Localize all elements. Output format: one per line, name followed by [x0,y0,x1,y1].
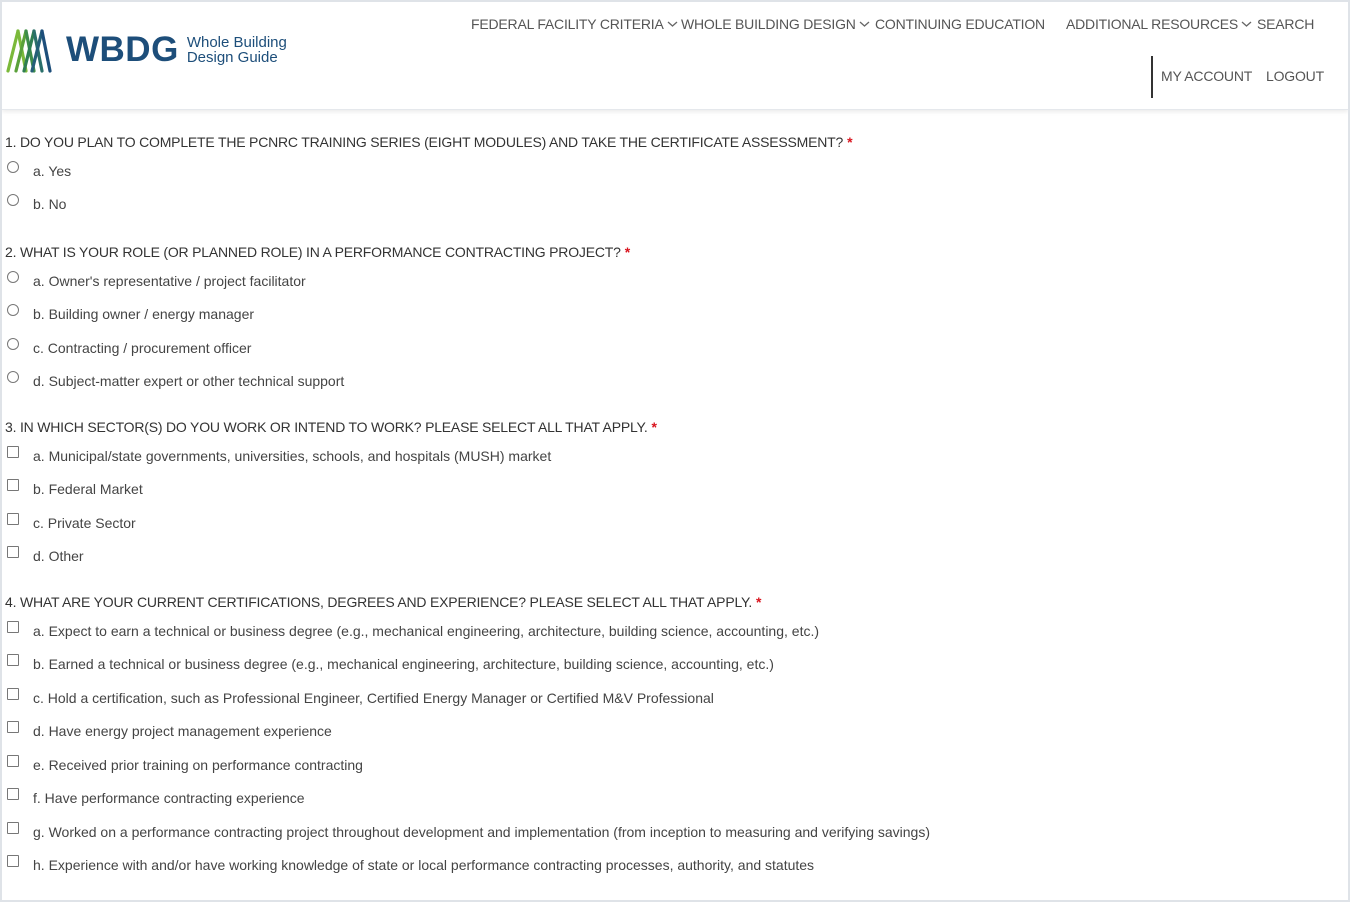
question-title: 3. IN WHICH SECTOR(S) DO YOU WORK OR INTEND TO WORK? PLEASE SELECT ALL THAT APPLY. * [5,419,657,435]
question-title: 1. DO YOU PLAN TO COMPLETE THE PCNRC TRAINING SERIES (EIGHT MODULES) AND TAKE THE CERTIFICATE ASSESSMENT? * [5,134,853,150]
question-title: 4. WHAT ARE YOUR CURRENT CERTIFICATIONS, DEGREES AND EXPERIENCE? PLEASE SELECT ALL THAT APPLY. * [5,594,762,610]
checkbox[interactable] [7,855,19,867]
logo-wordmark: WBDG [66,30,179,69]
question-4 [5,590,1345,890]
my-account-link[interactable]: MY ACCOUNT [1161,68,1253,84]
nav-label: FEDERAL FACILITY CRITERIA [471,16,664,32]
checkbox-option[interactable]: g. Worked on a performance contracting project throughout development and implementation (from inception to measuring and verifying savings) [5,815,1345,849]
nav-search[interactable] [1257,16,1314,32]
question-2 [5,240,1345,415]
radio-button[interactable] [7,371,19,383]
required-marker: * [756,594,762,610]
site-header [2,2,1348,110]
checkbox[interactable] [7,721,19,733]
required-marker: * [847,134,853,150]
chevron-down-icon [859,20,870,28]
checkbox-option[interactable]: f. Have performance contracting experience [5,782,1345,816]
logo-tagline-line2: Design Guide [186,49,278,66]
chevron-down-icon [1241,20,1252,28]
chevron-down-icon [667,20,678,28]
radio-button[interactable] [7,338,19,350]
checkbox-option[interactable]: e. Received prior training on performance contracting [5,748,1345,782]
primary-nav [2,16,1348,36]
nav-label: WHOLE BUILDING DESIGN [681,16,856,32]
radio-button[interactable] [7,271,19,283]
nav-label: SEARCH [1257,16,1315,32]
required-marker: * [651,419,657,435]
checkbox-option[interactable]: c. Hold a certification, such as Professional Engineer, Certified Energy Manager or Certified M&V Professional [5,681,1345,715]
checkbox-option[interactable]: b. Earned a technical or business degree (e.g., mechanical engineering, architecture, building science, accounting, etc.) [5,648,1345,682]
radio-option[interactable]: b. No [5,188,1345,222]
survey-form [5,130,1345,890]
checkbox-option[interactable]: d. Other [5,540,1345,574]
checkbox[interactable] [7,788,19,800]
checkbox[interactable] [7,755,19,767]
checkbox[interactable] [7,621,19,633]
checkbox[interactable] [7,822,19,834]
checkbox-option[interactable]: b. Federal Market [5,473,1345,507]
logo-tagline [187,35,287,65]
nav-divider [1151,56,1153,98]
nav-continuing-education[interactable] [875,16,1045,32]
checkbox[interactable] [7,513,19,525]
radio-option[interactable]: a. Owner's representative / project facilitator [5,264,1345,298]
checkbox-option[interactable]: d. Have energy project management experience [5,715,1345,749]
checkbox-option[interactable]: a. Expect to earn a technical or business degree (e.g., mechanical engineering, architecture, building science, accounting, etc.) [5,614,1345,648]
checkbox-option[interactable]: h. Experience with and/or have working knowledge of state or local performance contracting processes, authority, and statutes [5,849,1345,883]
nav-additional-resources[interactable] [1066,16,1252,32]
radio-button[interactable] [7,161,19,173]
logout-link[interactable]: LOGOUT [1266,68,1324,84]
checkbox-option[interactable]: a. Municipal/state governments, universities, schools, and hospitals (MUSH) market [5,439,1345,473]
radio-button[interactable] [7,304,19,316]
radio-option[interactable]: d. Subject-matter expert or other technical support [5,365,1345,399]
checkbox[interactable] [7,446,19,458]
radio-option[interactable]: c. Contracting / procurement officer [5,331,1345,365]
nav-label: CONTINUING EDUCATION [875,16,1045,32]
question-1 [5,130,1345,240]
radio-option[interactable]: a. Yes [5,154,1345,188]
required-marker: * [624,244,630,260]
checkbox[interactable] [7,479,19,491]
logo-tagline-line1: Whole Building [186,34,287,51]
radio-option[interactable]: b. Building owner / energy manager [5,298,1345,332]
checkbox[interactable] [7,546,19,558]
nav-label: ADDITIONAL RESOURCES [1066,16,1239,32]
checkbox-option[interactable]: c. Private Sector [5,506,1345,540]
nav-federal-facility-criteria[interactable] [471,16,678,32]
nav-whole-building-design[interactable] [681,16,870,32]
radio-button[interactable] [7,194,19,206]
checkbox[interactable] [7,654,19,666]
checkbox[interactable] [7,688,19,700]
question-3 [5,415,1345,590]
question-title: 2. WHAT IS YOUR ROLE (OR PLANNED ROLE) IN A PERFORMANCE CONTRACTING PROJECT? * [5,244,630,260]
